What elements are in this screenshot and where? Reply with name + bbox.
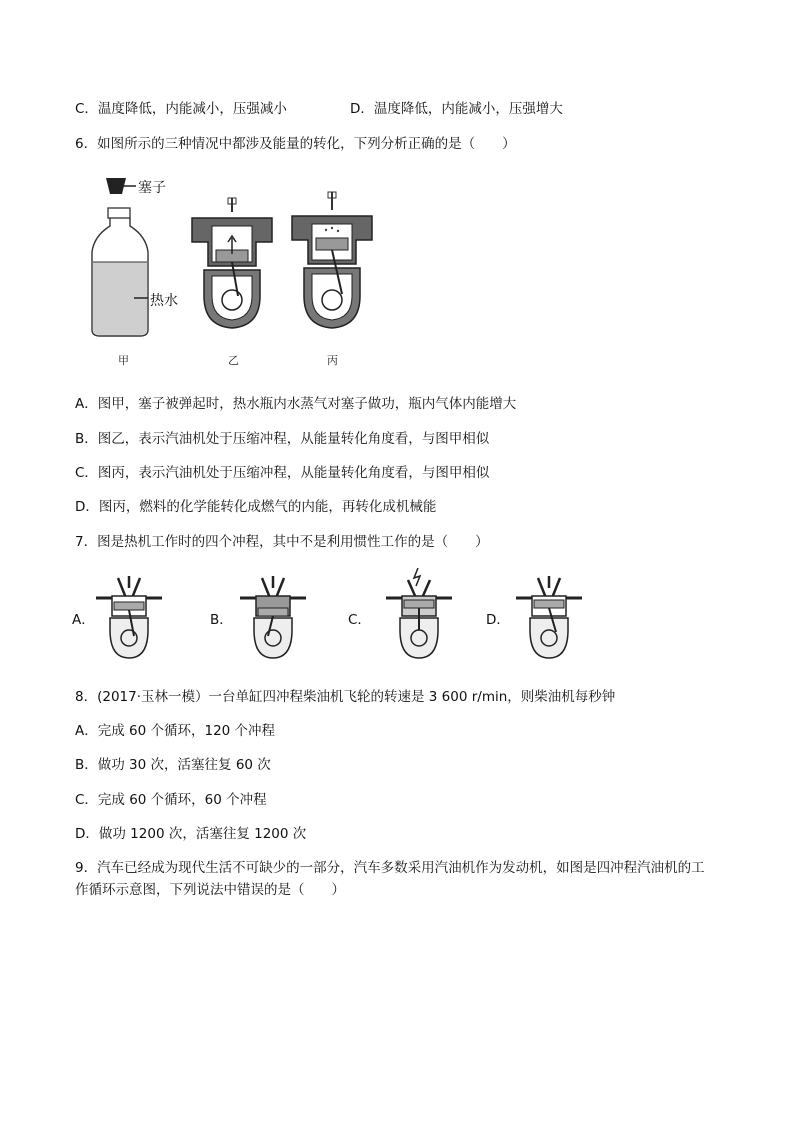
q9-stem-line2: 作循环示意图，下列说法中错误的是（ ）	[75, 882, 345, 898]
q6-stem: 6．如图所示的三种情况中都涉及能量的转化，下列分析正确的是（ ）	[75, 136, 516, 152]
q6-figure-engine-bing	[286, 190, 378, 336]
q8-option-b: B．做功 30 次，活塞往复 60 次	[75, 757, 271, 773]
q7-option-d-figure	[512, 574, 586, 662]
q7-option-c-label: C．	[348, 612, 371, 628]
q6-option-b: B．图乙，表示汽油机处于压缩冲程，从能量转化角度看，与图甲相似	[75, 431, 490, 447]
q6-caption-yi: 乙	[228, 354, 239, 367]
q6-figure-engine-yi	[186, 196, 278, 336]
q6-figure-bottle	[80, 170, 190, 350]
q7-option-b-figure	[236, 574, 310, 662]
q6-option-d: D．图丙，燃料的化学能转化成燃气的内能，再转化成机械能	[75, 499, 437, 515]
q7-option-a-label: A．	[72, 612, 95, 628]
q9-stem-line1: 9．汽车已经成为现代生活不可缺少的一部分，汽车多数采用汽油机作为发动机，如图是四冲程汽油机的工	[75, 860, 705, 876]
q8-option-c: C．完成 60 个循环，60 个冲程	[75, 792, 267, 808]
q6-label-hot-water: 热水	[150, 293, 178, 309]
q6-option-a: A．图甲，塞子被弹起时，热水瓶内水蒸气对塞子做功，瓶内气体内能增大	[75, 396, 517, 412]
q5-option-d: D．温度降低，内能减小，压强增大	[350, 101, 563, 117]
q8-option-d: D．做功 1200 次，活塞往复 1200 次	[75, 826, 307, 842]
q6-label-stopper: 塞子	[138, 180, 166, 196]
q6-caption-jia: 甲	[118, 354, 129, 367]
q7-option-c-figure	[382, 568, 456, 662]
q7-option-a-figure	[92, 574, 166, 662]
q7-stem: 7．图是热机工作时的四个冲程，其中不是利用惯性工作的是（ ）	[75, 534, 489, 550]
q8-option-a: A．完成 60 个循环，120 个冲程	[75, 723, 276, 739]
q8-stem: 8．(2017·玉林一模）一台单缸四冲程柴油机飞轮的转速是 3 600 r/min，则柴油机每秒钟	[75, 689, 616, 705]
q6-caption-bing: 丙	[327, 354, 338, 367]
q6-option-c: C．图丙，表示汽油机处于压缩冲程，从能量转化角度看，与图甲相似	[75, 465, 490, 481]
q7-option-b-label: B．	[210, 612, 233, 628]
q5-option-c: C．温度降低，内能减小，压强减小	[75, 101, 287, 117]
q7-option-d-label: D．	[486, 612, 510, 628]
